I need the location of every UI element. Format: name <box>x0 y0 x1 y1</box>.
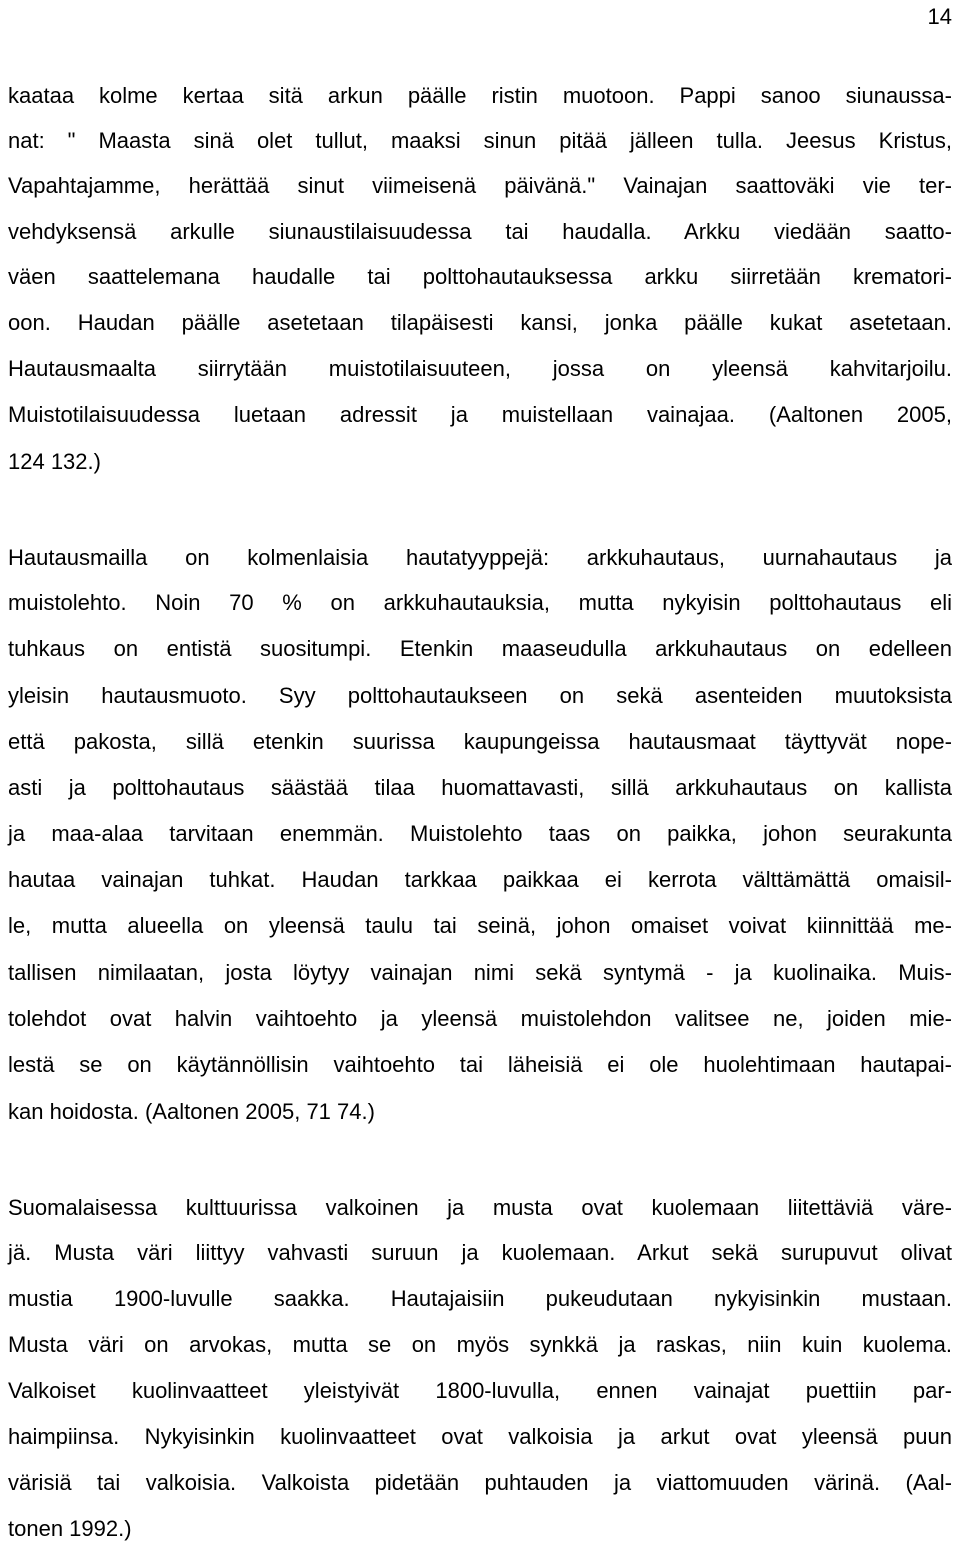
text-line: Musta väri on arvokas, mutta se on myös synkkä ja raskas, niin kuin kuolema. <box>8 1332 952 1357</box>
text-line: haimpiinsa. Nykyisinkin kuolinvaatteet ovat valkoisia ja arkut ovat yleensä puun <box>8 1424 952 1449</box>
text-line: että pakosta, sillä etenkin suurissa kaupungeissa hautausmaat täyttyvät nope- <box>8 729 952 754</box>
text-line: Suomalaisessa kulttuurissa valkoinen ja musta ovat kuolemaan liitettäviä väre- <box>8 1195 952 1220</box>
text-line: tuhkaus on entistä suositumpi. Etenkin maaseudulla arkkuhautaus on edelleen <box>8 636 952 661</box>
text-line: Valkoiset kuolinvaatteet yleistyivät 1800-luvulla, ennen vainajat puettiin par- <box>8 1378 952 1403</box>
text-line: värisiä tai valkoisia. Valkoista pidetään puhtauden ja viattomuuden värinä. (Aal- <box>8 1470 952 1495</box>
text-line: tonen 1992.) <box>8 1516 132 1541</box>
text-line: tallisen nimilaatan, josta löytyy vainajan nimi sekä syntymä - ja kuolinaika. Muis- <box>8 960 952 985</box>
text-line: asti ja polttohautaus säästää tilaa huomattavasti, sillä arkkuhautaus on kallista <box>8 775 952 800</box>
text-line: yleisin hautausmuoto. Syy polttohautaukseen on sekä asenteiden muutoksista <box>8 683 952 708</box>
text-line: Hautausmaalta siirrytään muistotilaisuuteen, jossa on yleensä kahvitarjoilu. <box>8 356 952 381</box>
text-line: le, mutta alueella on yleensä taulu tai seinä, johon omaiset voivat kiinnittää me- <box>8 913 952 938</box>
text-line: nat: " Maasta sinä olet tullut, maaksi sinun pitää jälleen tulla. Jeesus Kristus, <box>8 128 952 153</box>
text-line: muistolehto. Noin 70 % on arkkuhautauksia, mutta nykyisin polttohautaus eli <box>8 590 952 615</box>
text-line: lestä se on käytännöllisin vaihtoehto tai läheisiä ei ole huolehtimaan hautapai- <box>8 1052 952 1077</box>
text-line: vehdyksensä arkulle siunaustilaisuudessa tai haudalla. Arkku viedään saatto- <box>8 219 952 244</box>
text-line: kaataa kolme kertaa sitä arkun päälle ristin muotoon. Pappi sanoo siunaussa- <box>8 83 952 108</box>
text-line: väen saattelemana haudalle tai polttohautauksessa arkku siirretään krematori- <box>8 264 952 289</box>
text-line: ja maa-alaa tarvitaan enemmän. Muistolehto taas on paikka, johon seurakunta <box>8 821 952 846</box>
text-line: kan hoidosta. (Aaltonen 2005, 71 74.) <box>8 1099 375 1124</box>
text-line: Hautausmailla on kolmenlaisia hautatyyppejä: arkkuhautaus, uurnahautaus ja <box>8 545 952 570</box>
text-line: jä. Musta väri liittyy vahvasti suruun ja kuolemaan. Arkut sekä surupuvut olivat <box>8 1240 952 1265</box>
text-line: hautaa vainajan tuhkat. Haudan tarkkaa paikkaa ei kerrota välttämättä omaisil- <box>8 867 952 892</box>
text-line: Vapahtajamme, herättää sinut viimeisenä päivänä." Vainajan saattoväki vie ter- <box>8 173 952 198</box>
page-number: 14 <box>927 4 952 29</box>
text-line: 124 132.) <box>8 449 101 474</box>
text-line: Muistotilaisuudessa luetaan adressit ja muistellaan vainajaa. (Aaltonen 2005, <box>8 402 952 427</box>
text-line: mustia 1900-luvulle saakka. Hautajaisiin pukeudutaan nykyisinkin mustaan. <box>8 1286 952 1311</box>
text-line: tolehdot ovat halvin vaihtoehto ja yleensä muistolehdon valitsee ne, joiden mie- <box>8 1006 952 1031</box>
text-line: oon. Haudan päälle asetetaan tilapäisesti kansi, jonka päälle kukat asetetaan. <box>8 310 952 335</box>
